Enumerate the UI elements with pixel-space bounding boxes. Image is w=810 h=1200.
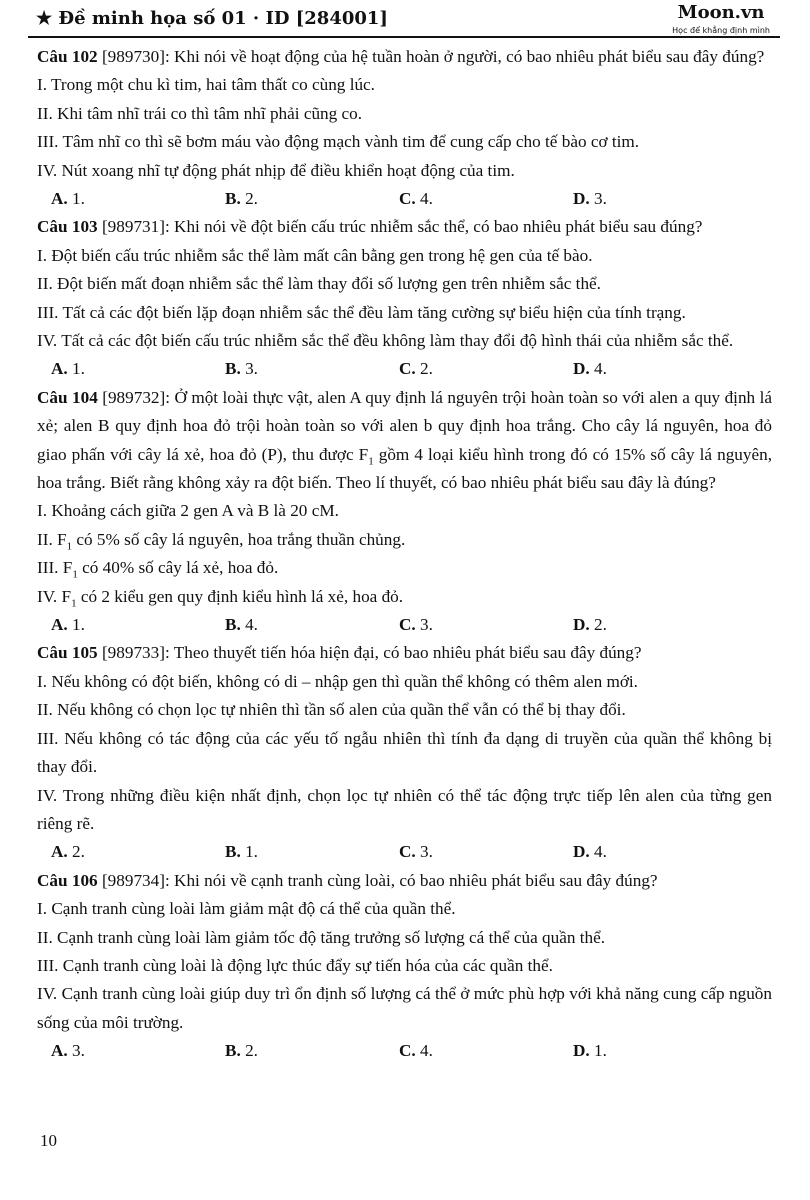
option-value: 4.: [415, 189, 433, 209]
statement: I. Trong một chu kì tim, hai tâm thất co cùng lúc.: [37, 75, 375, 95]
question-stem: [37, 639, 772, 667]
option-c[interactable]: [385, 611, 559, 639]
option-b[interactable]: [211, 838, 385, 866]
question-number: Câu 106: [37, 870, 98, 890]
statement: III. Tâm nhĩ co thì sẽ bơm máu vào động mạch vành tim để cung cấp cho tế bào cơ tim.: [37, 132, 640, 152]
option-label: B.: [225, 842, 241, 862]
questions-container: [37, 43, 772, 1066]
option-label: A.: [51, 1041, 68, 1061]
option-value: 2.: [415, 359, 433, 379]
option-d[interactable]: [559, 838, 733, 866]
answer-options: [37, 611, 772, 639]
option-label: D.: [573, 842, 590, 862]
option-a[interactable]: [37, 355, 211, 383]
option-b[interactable]: [211, 1037, 385, 1065]
statement: [37, 554, 772, 582]
option-value: 4.: [240, 615, 258, 635]
question-text: Khi nói về đột biến cấu trúc nhiễm sắc thể, có bao nhiêu phát biểu sau đúng?: [174, 217, 703, 237]
question-text: Theo thuyết tiến hóa hiện đại, có bao nhiêu phát biểu sau đây đúng?: [173, 643, 642, 663]
option-d[interactable]: [559, 185, 733, 213]
option-c[interactable]: [385, 1037, 559, 1065]
option-value: 1.: [240, 842, 258, 862]
page-number: 10: [40, 1131, 57, 1150]
option-b[interactable]: [211, 355, 385, 383]
question-text: Ở một loài thực vật, alen A quy định lá nguyên trội hoàn toàn so với alen a quy định lá xẻ; alen B quy định hoa đỏ trội hoàn toàn so với alen b quy định hoa trắng. Cho cây lá nguyên, hoa đỏ giao phấn với cây lá xẻ, hoa đỏ (P), thu được F: [37, 387, 772, 464]
option-value: 1.: [589, 1041, 607, 1061]
option-value: 1.: [67, 359, 85, 379]
statement: III. Nếu không có tác động của các yếu tố ngẫu nhiên thì tính đa dạng di truyền của quần thể không bị thay đổi.: [37, 728, 772, 777]
brand-slogan: Học để khẳng định mình: [672, 26, 770, 35]
option-value: 3.: [589, 189, 607, 209]
question-id: [989730]:: [97, 47, 175, 66]
option-d[interactable]: [559, 611, 733, 639]
question-number: Câu 105: [37, 643, 98, 663]
question-number: Câu 103: [37, 217, 98, 237]
statement-text: I. Khoảng cách giữa 2 gen A và B là 20 cM.: [37, 501, 339, 521]
header-divider: [28, 36, 780, 38]
option-value: 3.: [415, 615, 433, 635]
option-label: B.: [225, 359, 241, 379]
question-id: [989733]:: [97, 643, 174, 663]
statement-text: II. F: [37, 529, 67, 549]
question-104: [37, 384, 772, 640]
option-b[interactable]: [211, 185, 385, 213]
statement: IV. Cạnh tranh cùng loài giúp duy trì ổn định số lượng cá thể ở mức phù hợp với khả năng cung cấp nguồn sống của môi trường.: [37, 984, 772, 1032]
option-value: 2.: [240, 189, 258, 209]
statement: [37, 583, 772, 611]
answer-options: [37, 838, 772, 866]
option-b[interactable]: [211, 611, 385, 639]
option-label: B.: [225, 1041, 241, 1061]
statement: [37, 497, 772, 525]
question-103: [37, 213, 772, 383]
question-id: [989732]:: [97, 387, 175, 407]
statement-text-cont: có 2 kiểu gen quy định kiểu hình lá xẻ, hoa đỏ.: [76, 586, 404, 606]
option-value: 1.: [67, 615, 85, 635]
answer-options: [37, 1037, 772, 1065]
statement: I. Cạnh tranh cùng loài làm giảm mật độ cá thể của quần thể.: [37, 899, 456, 919]
statement: IV. Nút xoang nhĩ tự động phát nhịp để điều khiển hoạt động của tim.: [37, 160, 515, 180]
option-value: 1.: [67, 189, 85, 209]
option-label: D.: [573, 359, 590, 379]
statement: IV. Trong những điều kiện nhất định, chọn lọc tự nhiên có thể tác động trực tiếp lên alen của từng gen riêng rẽ.: [37, 785, 772, 833]
option-a[interactable]: [37, 838, 211, 866]
statement: II. Đột biến mất đoạn nhiễm sắc thể làm thay đổi số lượng gen trên nhiễm sắc thể.: [37, 274, 601, 294]
statement: IV. Tất cả các đột biến cấu trúc nhiễm sắc thể đều không làm thay đổi độ hình thái của nhiễm sắc thể.: [37, 331, 734, 351]
statement-text-cont: có 5% số cây lá nguyên, hoa trắng thuần chủng.: [72, 529, 406, 549]
option-label: B.: [225, 189, 241, 209]
option-label: A.: [51, 189, 68, 209]
option-d[interactable]: [559, 1037, 733, 1065]
option-value: 4.: [589, 842, 607, 862]
subscript: 1: [72, 568, 78, 581]
option-label: C.: [399, 1041, 416, 1061]
statement: II. Nếu không có chọn lọc tự nhiên thì tần số alen của quần thể vẫn có thể bị thay đổi.: [37, 700, 626, 720]
question-text: Khi nói về hoạt động của hệ tuần hoàn ở người, có bao nhiêu phát biểu sau đây đúng?: [174, 47, 765, 66]
statement: [37, 526, 772, 554]
option-label: D.: [573, 615, 590, 635]
option-a[interactable]: [37, 1037, 211, 1065]
option-value: 2.: [240, 1041, 258, 1061]
question-id: [989734]:: [97, 870, 175, 890]
subscript: 1: [368, 455, 374, 468]
option-label: D.: [573, 189, 590, 209]
option-c[interactable]: [385, 838, 559, 866]
option-c[interactable]: [385, 185, 559, 213]
statement: I. Nếu không có đột biến, không có di – nhập gen thì quần thể không có thêm alen mới.: [37, 671, 638, 691]
option-value: 2.: [589, 615, 607, 635]
option-label: C.: [399, 842, 416, 862]
option-a[interactable]: [37, 185, 211, 213]
question-id: [989731]:: [97, 217, 175, 237]
option-value: 3.: [67, 1041, 85, 1061]
answer-options: [37, 185, 772, 213]
option-value: 3.: [240, 359, 258, 379]
statement: II. Cạnh tranh cùng loài làm giảm tốc độ tăng trưởng số lượng cá thể của quần thể.: [37, 927, 606, 947]
option-value: 3.: [415, 842, 433, 862]
statement: II. Khi tâm nhĩ trái co thì tâm nhĩ phải cũng co.: [37, 103, 363, 123]
statement: III. Cạnh tranh cùng loài là động lực thúc đẩy sự tiến hóa của các quần thể.: [37, 955, 553, 975]
question-stem: [37, 43, 772, 71]
answer-options: [37, 355, 772, 383]
option-label: C.: [399, 615, 416, 635]
question-text: Khi nói về cạnh tranh cùng loài, có bao nhiêu phát biểu sau đây đúng?: [174, 870, 658, 890]
brand-name: Moon.vn: [677, 2, 765, 23]
question-text-cont: gồm 4 loại kiểu hình trong đó có 15% số cây lá nguyên, hoa trắng. Biết rằng không xảy ra đột biến. Theo lí thuyết, có bao nhiêu phát biểu sau đây là đúng?: [37, 444, 772, 493]
option-label: A.: [51, 842, 68, 862]
question-106: [37, 867, 772, 1066]
option-label: A.: [51, 359, 68, 379]
subscript: 1: [71, 597, 77, 610]
option-label: A.: [51, 615, 68, 635]
subscript: 1: [66, 540, 73, 553]
exam-title: ★ Đề minh họa số 01 · ID [284001]: [36, 8, 388, 29]
option-value: 2.: [67, 842, 85, 862]
brand-logo: [672, 4, 770, 36]
option-a[interactable]: [37, 611, 211, 639]
page-header: [28, 4, 780, 40]
question-stem: [37, 213, 772, 241]
option-label: D.: [573, 1041, 590, 1061]
statement-text: III. F: [37, 558, 73, 578]
option-value: 4.: [415, 1041, 433, 1061]
statement-text-cont: có 40% số cây lá xẻ, hoa đỏ.: [77, 558, 279, 578]
statement: III. Tất cả các đột biến lặp đoạn nhiễm sắc thể đều làm tăng cường sự biểu hiện của tính trạng.: [37, 302, 686, 322]
question-105: [37, 639, 772, 866]
option-c[interactable]: [385, 355, 559, 383]
statement: I. Đột biến cấu trúc nhiễm sắc thể làm mất cân bằng gen trong hệ gen của tế bào.: [37, 245, 593, 265]
option-label: C.: [399, 359, 416, 379]
question-stem: [37, 384, 772, 498]
option-d[interactable]: [559, 355, 733, 383]
question-number: Câu 102: [37, 47, 98, 66]
statement-text: IV. F: [37, 586, 72, 606]
question-number: Câu 104: [37, 387, 98, 407]
option-label: C.: [399, 189, 416, 209]
option-label: B.: [225, 615, 241, 635]
question-stem: [37, 867, 772, 895]
question-102: [37, 43, 772, 213]
option-value: 4.: [589, 359, 607, 379]
